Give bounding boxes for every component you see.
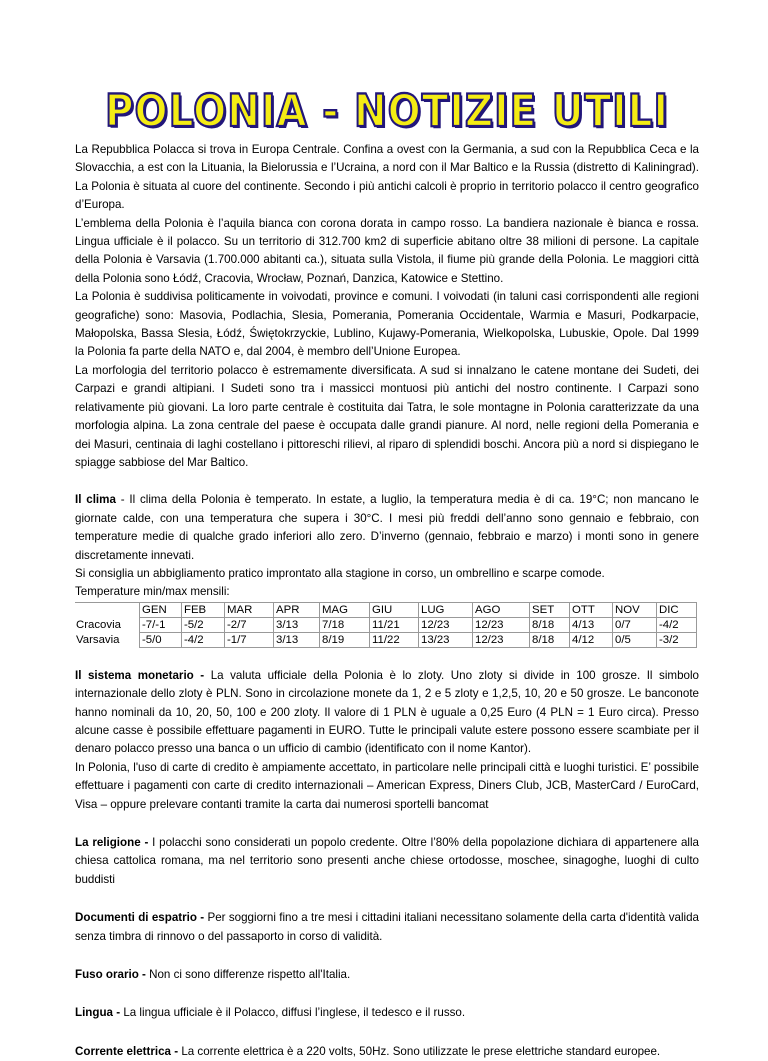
lingua-heading: Lingua -: [75, 1006, 121, 1020]
table-corner-cell: [76, 602, 140, 617]
clima-heading: Il clima: [75, 493, 116, 507]
clima-advice: Si consiglia un abbigliamento pratico improntato alla stagione in corso, un ombrellino e scarpe comode.: [75, 566, 605, 580]
fuso-text: Non ci sono differenze rispetto all'Italia.: [145, 968, 351, 982]
temp-cell: 8/18: [530, 617, 570, 632]
temp-cell: -7/-1: [140, 617, 182, 632]
lingua-text: La lingua ufficiale è il Polacco, diffusi l’inglese, il tedesco e il russo.: [120, 1006, 466, 1020]
temp-cell: -4/2: [657, 617, 697, 632]
temp-cell: 3/13: [274, 632, 320, 647]
clima-text: - Il clima della Polonia è temperato. In estate, a luglio, la temperatura media è di ca. 19°C; non mancano le giornate calde, con una temperatura che supera i 30°C. I mesi più freddi dell’anno sono gennaio e febbraio, con temperature medie di qualche grado inferiori allo zero. D’inverno (gennaio, febbraio e marzo) i monti sono in genere discretamente innevati.: [75, 493, 700, 562]
temp-cell: 4/12: [570, 632, 613, 647]
monetario-section: [75, 667, 699, 759]
month-header: DIC: [657, 602, 697, 617]
temp-cell: 13/23: [419, 632, 473, 647]
title-text: POLONIA - NOTIZIE UTILI: [104, 85, 670, 138]
city-cell: Varsavia: [76, 632, 140, 647]
temp-cell: 0/7: [613, 617, 657, 632]
temp-cell: 12/23: [419, 617, 473, 632]
temp-cell: -2/7: [225, 617, 274, 632]
month-header: NOV: [613, 602, 657, 617]
documenti-section: [75, 909, 699, 946]
month-header: GIU: [370, 602, 419, 617]
fuso-section: [75, 966, 699, 984]
temp-cell: -4/2: [182, 632, 225, 647]
month-header: MAG: [320, 602, 370, 617]
month-header: GEN: [140, 602, 182, 617]
lingua-section: [75, 1004, 699, 1022]
temp-cell: -1/7: [225, 632, 274, 647]
city-cell: Cracovia: [76, 617, 140, 632]
temp-cell: 0/5: [613, 632, 657, 647]
intro-paragraph-2: L’emblema della Polonia è l’aquila bianca con corona dorata in campo rosso. La bandiera nazionale è bianca e rossa. Lingua ufficiale è il polacco. Su un territorio di 312.700 km2 di superficie abitano oltre 38 milioni di persone. La capitale della Polonia è Varsavia (1.700.000 abitanti ca.), situata sulla Vistola, il fiume più grande della Polonia. Le maggiori città della Polonia sono Łódź, Cracovia, Wrocław, Poznań, Danzica, Katowice e Stettino.: [75, 216, 699, 285]
monetario-text: La valuta ufficiale della Polonia è lo zloty. Uno zloty si divide in 100 grosze. Il simbolo internazionale dello zloty è PLN. Sono in circolazione monete da 1, 2 e 5 zloty e 1,2,5, 10, 20 e 50 grosze. Le banconote hanno nominali da 10, 20, 50, 100 e 200 zloty. Il valore di 1 PLN è uguale a 0,25 Euro (4 PLN = 1 Euro circa). Presso alcune casse è possibile effettuare pagamenti in EURO. Tutte le principali valute estere possono essere scambiate per il denaro polacco presso una banca o un ufficio di cambio (identificato con il nome Kantor).: [75, 668, 699, 756]
temperature-table: [75, 602, 697, 648]
religione-text: I polacchi sono considerati un popolo credente. Oltre l’80% della popolazione dichiara di appartenere alla chiesa cattolica romana, ma nel territorio sono presenti anche chiese ortodosse, moschee, sinagoghe, luoghi di culto buddisti: [75, 836, 699, 886]
month-header: FEB: [182, 602, 225, 617]
temp-cell: 12/23: [473, 632, 530, 647]
table-header-row: [76, 602, 697, 617]
intro-paragraph-4: La morfologia del territorio polacco è estremamente diversificata. A sud si innalzano le catene montane dei Sudeti, dei Carpazi e grandi altipiani. I Sudeti sono tra i massicci montuosi più antichi del nostro continente. I Carpazi sono relativamente più giovani. La loro parte centrale è costituita dai Tatra, le sole montagne in Polonia caratterizzate da una morfologia alpina. La zona centrale del paese è occupata dalle grandi pianure. Al nord, nelle regioni della Pomerania e dei Masuri, centinaia di laghi costellano i pittoreschi rilievi, al riparo di splendidi boschi. Ancora più a nord si dispiegano le spiagge sabbiose del Mar Baltico.: [75, 363, 699, 469]
monetario-cards: In Polonia, l'uso di carte di credito è ampiamente accettato, in particolare nelle principali città e luoghi turistici. E’ possibile effettuare i pagamenti con carte di credito internazionali – American Express, Diners Club, JCB, MasterCard / EuroCard, Visa – oppure prelevare contanti tramite la carta dai numerosi sportelli bancomat: [75, 760, 699, 811]
documenti-heading: Documenti di espatrio -: [75, 911, 205, 925]
fuso-heading: Fuso orario -: [75, 968, 146, 982]
documenti-text: Per soggiorni fino a tre mesi i cittadini italiani necessitano solamente della carta d'identità valida senza timbra di rinnovo o del passaporto in corso di validità.: [75, 911, 699, 943]
temp-cell: 11/22: [370, 632, 419, 647]
intro-paragraph-3: La Polonia è suddivisa politicamente in voivodati, province e comuni. I voivodati (in taluni casi corrispondenti alle regioni geografiche) sono: Masovia, Podlachia, Slesia, Pomerania, Pomerania Occidentale, Warmia e Masuri, Podkarpacie, Małopolska, Bassa Slesia, Łódź, Świętokrzyckie, Lublino, Kujawy-Pomerania, Wielkopolska, Lubuskie, Opole. Dal 1999 la Polonia fa parte della NATO e, dal 2004, è membro dell’Unione Europea.: [75, 290, 699, 359]
monetario-heading: Il sistema monetario -: [75, 668, 205, 682]
temp-cell: -5/0: [140, 632, 182, 647]
intro-paragraph-1: La Repubblica Polacca si trova in Europa Centrale. Confina a ovest con la Germania, a sud con la Repubblica Ceca e la Slovacchia, a est con la Lituania, la Bielorussia e l’Ucraina, a nord con il Mar Baltico e la Russia (distretto di Kaliningrad). La Polonia è situata al cuore del continente. Secondo i più antichi calcoli è proprio in territorio polacco il centro geografico d’Europa.: [75, 143, 699, 212]
temp-cell: -3/2: [657, 632, 697, 647]
month-header: OTT: [570, 602, 613, 617]
temp-cell: 8/19: [320, 632, 370, 647]
clima-section: [75, 491, 699, 565]
temp-cell: 7/18: [320, 617, 370, 632]
table-row: [76, 632, 697, 647]
temperature-table-label: Temperature min/max mensili:: [75, 585, 230, 599]
page-title: [75, 85, 699, 138]
temp-cell: 11/21: [370, 617, 419, 632]
month-header: APR: [274, 602, 320, 617]
month-header: MAR: [225, 602, 274, 617]
temp-cell: -5/2: [182, 617, 225, 632]
table-row: [76, 617, 697, 632]
temp-cell: 12/23: [473, 617, 530, 632]
document-page: [75, 85, 700, 1061]
temp-cell: 4/13: [570, 617, 613, 632]
temp-cell: 8/18: [530, 632, 570, 647]
month-header: SET: [530, 602, 570, 617]
corrente-section: [75, 1043, 699, 1061]
religione-heading: La religione -: [75, 836, 149, 849]
corrente-text: La corrente elettrica è a 220 volts, 50Hz. Sono utilizzate le prese elettriche standard europee.: [178, 1044, 661, 1058]
temp-cell: 3/13: [274, 617, 320, 632]
corrente-heading: Corrente elettrica -: [75, 1044, 179, 1058]
month-header: LUG: [419, 602, 473, 617]
religione-section: [75, 834, 699, 889]
month-header: AGO: [473, 602, 530, 617]
